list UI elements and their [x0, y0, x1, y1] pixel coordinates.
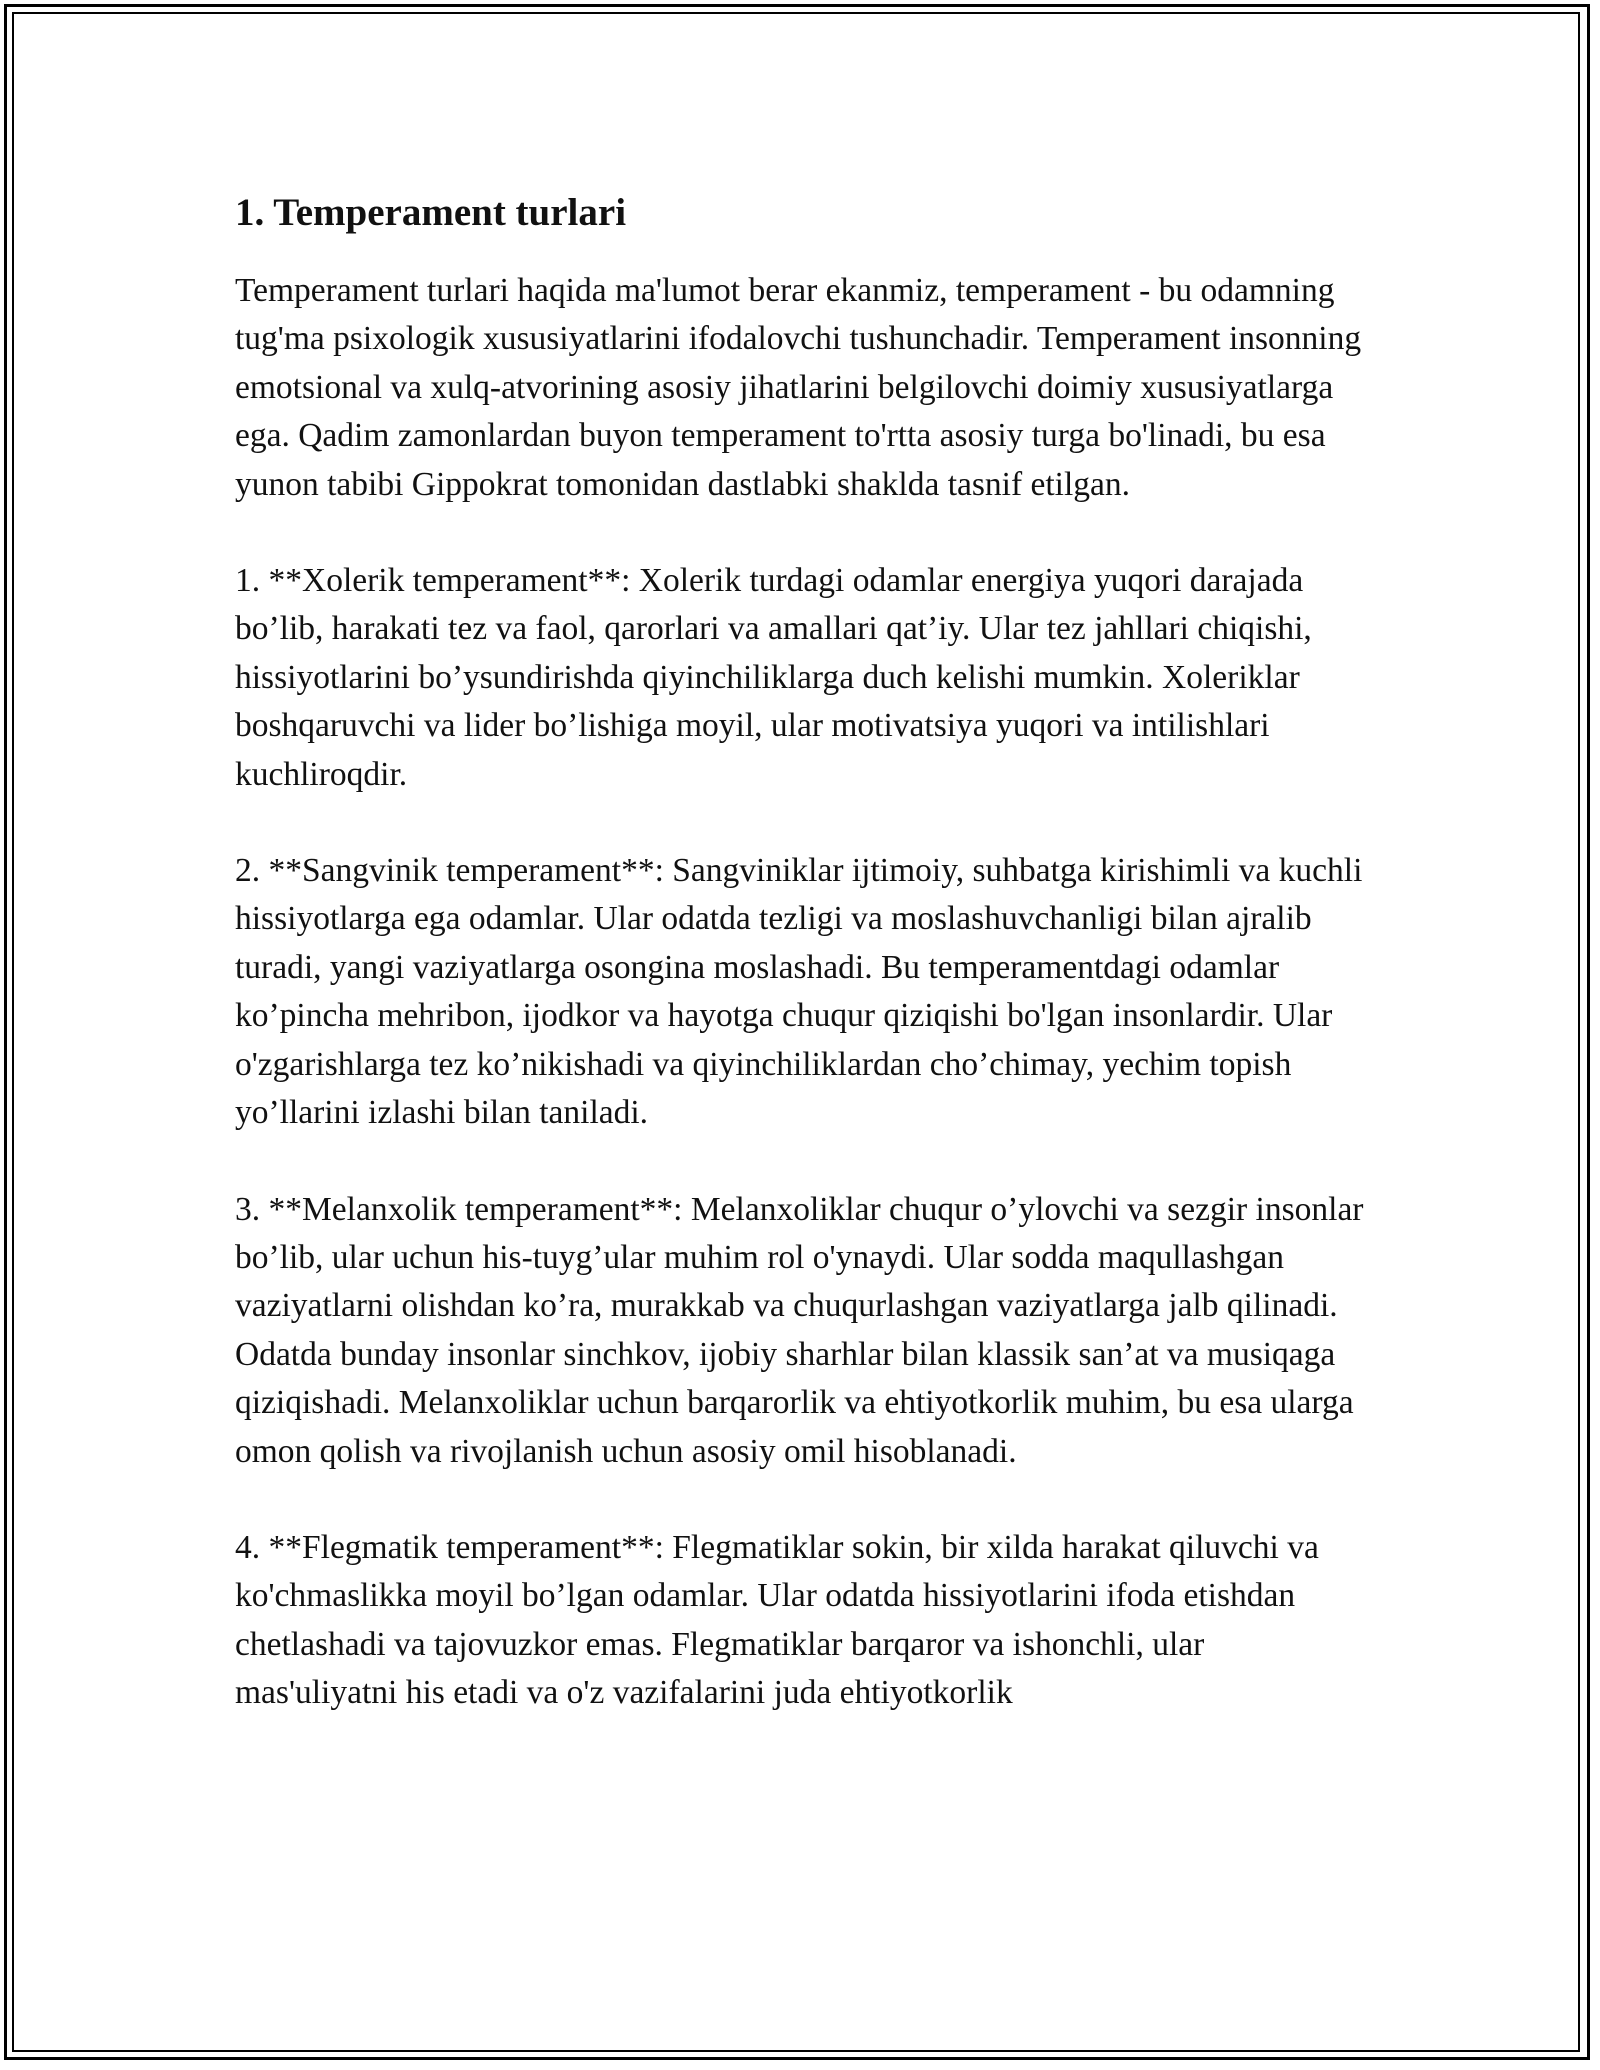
intro-paragraph: Temperament turlari haqida ma'lumot berar ekanmiz, temperament - bu odamning tug'ma psixologik xususiyatlarini ifodalovchi tushunchadir. Temperament insonning emotsional va xulq-atvorining asosiy jihatlarini belgilovchi doimiy xususiyatlarga ega. Qadim zamonlardan buyon temperament to'rtta asosiy turga bo'linadi, bu esa yunon tabibi Gippokrat tomonidan dastlabki shaklda tasnif etilgan.	[235, 272, 1362, 503]
paragraph-xolerik: 1. **Xolerik temperament**: Xolerik turdagi odamlar energiya yuqori darajada bo’lib, harakati tez va faol, qarorlari va amallari qat’iy. Ular tez jahllari chiqishi, hissiyotlarini bo’ysundirishda qiyinchiliklarga duch kelishi mumkin. Xoleriklar boshqaruvchi va lider bo’lishiga moyil, ular motivatsiya yuqori va intilishlari kuchliroqdir.	[235, 562, 1312, 793]
paragraph-melanxolik: 3. **Melanxolik temperament**: Melanxoliklar chuqur o’ylovchi va sezgir insonlar bo’lib, ular uchun his-tuyg’ular muhim rol o'ynaydi. Ular sodda maqullashgan vaziyatlarni olishdan ko’ra, murakkab va chuqurlashgan vaziyatlarga jalb qilinadi. Odatda bunday insonlar sinchkov, ijobiy sharhlar bilan klassik san’at va musiqaga qiziqishadi. Melanxoliklar uchun barqarorlik va ehtiyotkorlik muhim, bu esa ularga omon qolish va rivojlanish uchun asosiy omil hisoblanadi.	[235, 1190, 1364, 1470]
paragraph-flegmatik: 4. **Flegmatik temperament**: Flegmatiklar sokin, bir xilda harakat qiluvchi va ko'chmaslikka moyil bo’lgan odamlar. Ular odatda hissiyotlarini ifoda etishdan chetlashadi va tajovuzkor emas. Flegmatiklar barqaror va ishonchli, ular mas'uliyatni his etadi va o'z vazifalarini juda ehtiyotkorlik	[235, 1528, 1319, 1712]
document-body	[235, 185, 1375, 1766]
paragraph-sangvinik: 2. **Sangvinik temperament**: Sangviniklar ijtimoiy, suhbatga kirishimli va kuchli hissiyotlarga ega odamlar. Ular odatda tezligi va moslashuvchanligi bilan ajralib turadi, yangi vaziyatlarga osongina moslashadi. Bu temperamentdagi odamlar ko’pincha mehribon, ijodkor va hayotga chuqur qiziqishi bo'lgan insonlardir. Ular o'zgarishlarga tez ko’nikishadi va qiyinchiliklardan cho’chimay, yechim topish yo’llarini izlashi bilan taniladi.	[235, 852, 1363, 1132]
section-heading: 1. Temperament turlari	[235, 191, 627, 234]
